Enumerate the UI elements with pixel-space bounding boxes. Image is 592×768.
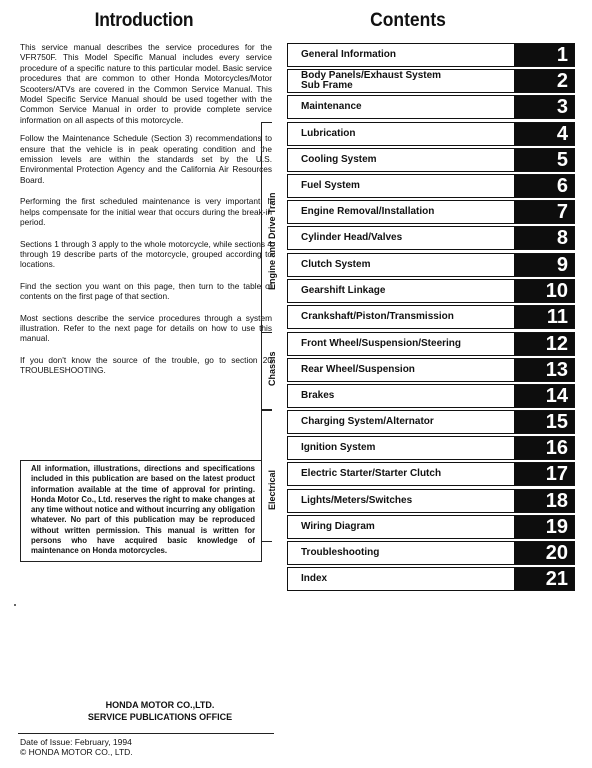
section-number-tab: 16 — [514, 437, 574, 459]
section-number-tab: 7 — [514, 201, 574, 223]
toc-row-16[interactable] — [287, 436, 575, 460]
publisher-office: SERVICE PUBLICATIONS OFFICE — [87, 711, 233, 722]
toc-label: Electric Starter/Starter Clutch — [301, 467, 442, 479]
publisher-block — [60, 700, 260, 723]
section-number-tab: 4 — [514, 123, 574, 145]
intro-paragraph: If you don't know the source of the trouble, go to section 20 TROUBLESHOOTING. — [20, 354, 272, 376]
section-number-tab: 5 — [514, 149, 574, 171]
toc-label: Wiring Diagram — [301, 520, 375, 532]
section-number-tab: 11 — [514, 306, 574, 328]
publisher-name: HONDA MOTOR CO.,LTD. — [105, 700, 215, 710]
toc-row-5[interactable] — [287, 148, 575, 172]
toc-row-12[interactable] — [287, 332, 575, 356]
toc-label: Gearshift Linkage — [301, 284, 386, 296]
date-of-issue: Date of Issue: February, 1994 — [20, 737, 132, 747]
section-number-tab: 13 — [514, 359, 574, 381]
toc-label: Troubleshooting — [301, 546, 380, 558]
section-number-tab: 12 — [514, 333, 574, 355]
introduction-text — [20, 42, 272, 387]
section-number-tab: 17 — [514, 463, 574, 485]
toc-row-1[interactable] — [287, 43, 575, 67]
copyright: © HONDA MOTOR CO., LTD. — [20, 747, 133, 757]
toc-row-20[interactable] — [287, 541, 575, 565]
toc-label: Rear Wheel/Suspension — [301, 363, 415, 375]
intro-paragraph: Find the section you want on this page, then turn to the table of contents on the first page of that section. — [20, 280, 272, 302]
toc-row-15[interactable] — [287, 410, 575, 434]
toc-label: General Information — [301, 48, 397, 60]
section-number-tab: 14 — [514, 385, 574, 407]
toc-label-line1: Body Panels/Exhaust System — [301, 69, 442, 81]
intro-paragraph: Performing the first scheduled maintenance is very important. It helps compensate for the initial wear that occurs during the break-in period. — [20, 196, 272, 228]
toc-row-18[interactable] — [287, 489, 575, 513]
issue-footer — [20, 737, 133, 757]
toc-label: Fuel System — [301, 179, 360, 191]
section-number-tab: 6 — [514, 175, 574, 197]
toc-row-13[interactable] — [287, 358, 575, 382]
toc-label: Maintenance — [301, 100, 362, 112]
toc-row-4[interactable] — [287, 122, 575, 146]
section-number-tab: 20 — [514, 542, 574, 564]
toc-row-11[interactable] — [287, 305, 575, 329]
toc-row-17[interactable] — [287, 462, 575, 486]
section-number-tab: 21 — [514, 568, 574, 590]
toc-label: Lubrication — [301, 127, 356, 139]
section-number-tab: 9 — [514, 254, 574, 276]
toc-label: Crankshaft/Piston/Transmission — [301, 310, 454, 322]
toc-label-line2: Sub Frame — [301, 80, 353, 91]
toc-row-3[interactable] — [287, 95, 575, 119]
footer-divider — [18, 733, 274, 734]
section-number-tab: 8 — [514, 227, 574, 249]
toc-label: Cooling System — [301, 153, 377, 165]
toc-row-6[interactable] — [287, 174, 575, 198]
electrical-group-label: Electrical — [267, 469, 277, 510]
toc-row-21[interactable] — [287, 567, 575, 591]
toc-row-2[interactable] — [287, 69, 575, 93]
intro-paragraph: Sections 1 through 3 apply to the whole motorcycle, while sections 4 through 19 describe parts of the motorcycle, grouped according to locations. — [20, 238, 272, 270]
toc-label: Engine Removal/Installation — [301, 205, 435, 217]
toc-label — [288, 71, 514, 92]
disclaimer-notice: All information, illustrations, directions and specifications included in this publication are based on the latest product information available at the time of approval for printing. Honda Motor Co., Ltd. reserves the right to make changes at any time without notice and without incurring any obligation whatever. No part of this publication may be reproduced without written permission. This manual is written for persons who have acquired basic knowledge of maintenance on Honda motorcycles. — [20, 460, 262, 562]
introduction-heading: Introduction — [94, 10, 194, 31]
toc-label: Cylinder Head/Valves — [301, 231, 403, 243]
toc-row-14[interactable] — [287, 384, 575, 408]
intro-paragraph: Most sections describe the service procedures through a system illustration. Refer to the next page for details on how to use this manual. — [20, 312, 272, 344]
toc-row-19[interactable] — [287, 515, 575, 539]
intro-paragraph: Follow the Maintenance Schedule (Section 3) recommendations to ensure that the vehicle is in peak operating condition and the emission levels are within the standards set by the U.S. Environmental Protection Agency and the California Air Resources Board. — [20, 133, 272, 185]
engine-group-label: Engine and Drive Train — [267, 192, 277, 290]
chassis-group-label: Chassis — [267, 351, 277, 386]
section-number-tab: 3 — [514, 96, 574, 118]
intro-paragraph: This service manual describes the service procedures for the VFR750F. This Model Specific Manual includes every service procedure of a specific nature to this particular model. Basic service procedures that are common to other Honda Motorcycles/Motor Scooters/ATVs are covered in the Common Service Manual. This Model Specific Service Manual should be used together with the Common Service Manual in order to provide complete service information on all aspects of this motorcycle. — [20, 42, 272, 125]
toc-row-9[interactable] — [287, 253, 575, 277]
section-number-tab: 19 — [514, 516, 574, 538]
section-number-tab: 18 — [514, 490, 574, 512]
section-number-tab: 15 — [514, 411, 574, 433]
section-number-tab: 1 — [514, 44, 574, 66]
toc-row-8[interactable] — [287, 226, 575, 250]
contents-heading: Contents — [370, 10, 446, 31]
toc-label: Lights/Meters/Switches — [301, 494, 413, 506]
toc-row-7[interactable] — [287, 200, 575, 224]
toc-label: Brakes — [301, 389, 335, 401]
section-number-tab: 10 — [514, 280, 574, 302]
toc-label: Charging System/Alternator — [301, 415, 434, 427]
toc-label: Ignition System — [301, 441, 376, 453]
section-number-tab: 2 — [514, 70, 574, 92]
stray-dot — [14, 604, 16, 606]
toc-label: Clutch System — [301, 258, 371, 270]
toc-row-10[interactable] — [287, 279, 575, 303]
toc-label: Front Wheel/Suspension/Steering — [301, 337, 462, 349]
toc-label: Index — [301, 572, 328, 584]
